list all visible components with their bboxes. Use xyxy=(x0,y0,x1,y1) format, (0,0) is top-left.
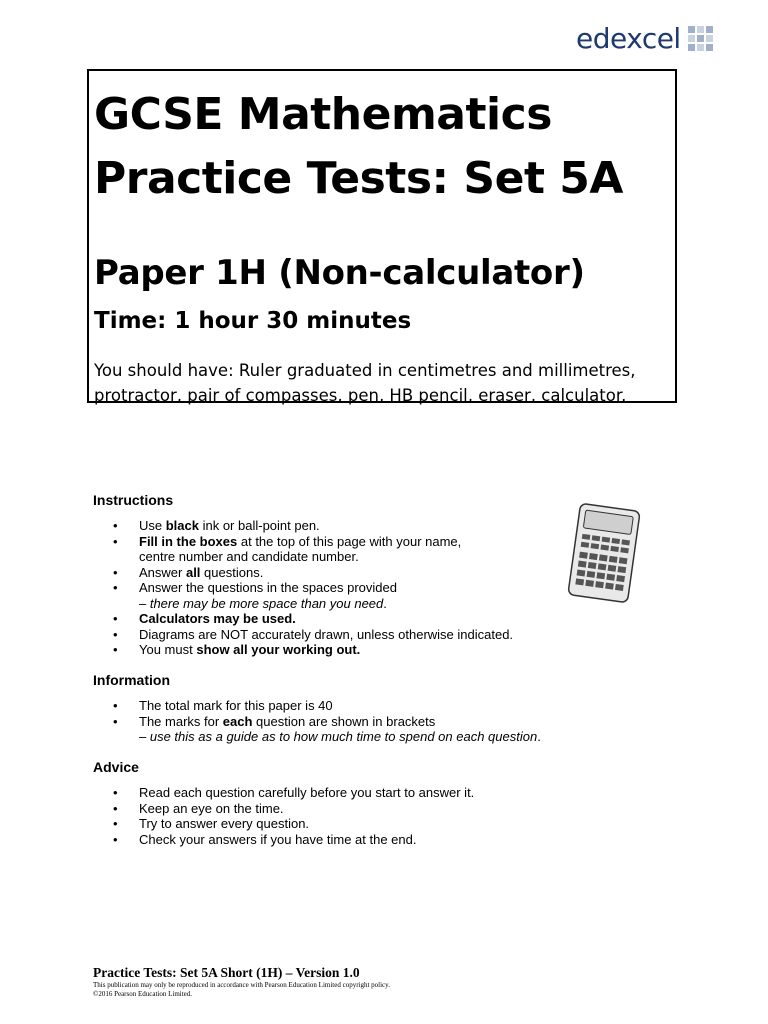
footer xyxy=(93,965,390,998)
list-item: • Use black ink or ball-point pen. xyxy=(113,518,320,533)
list-item: • Fill in the boxes at the top of this page with your name, xyxy=(113,533,462,549)
advice-list xyxy=(93,785,573,847)
instructions-list xyxy=(93,518,573,658)
list-item: • You must show all your working out. xyxy=(113,642,361,657)
paper-name: Paper 1H (Non-calculator) xyxy=(94,253,585,293)
instructions-heading: Instructions xyxy=(93,492,174,508)
list-item: • The total mark for this paper is 40 xyxy=(113,698,333,713)
list-item: • Calculators may be used. xyxy=(113,611,296,626)
requirements-line-1: You should have: Ruler graduated in centimetres and millimetres, xyxy=(94,361,636,380)
footer-title: Practice Tests: Set 5A Short (1H) – Version 1.0 xyxy=(93,965,360,980)
list-item: • Check your answers if you have time at the end. xyxy=(113,831,417,847)
list-item: • Diagrams are NOT accurately drawn, unless otherwise indicated. xyxy=(113,626,514,642)
cover-title-box xyxy=(87,69,677,403)
calculator-icon xyxy=(566,503,642,603)
information-heading: Information xyxy=(93,672,170,688)
copyright-line: This publication may only be reproduced in accordance with Pearson Education Limited copyright policy. xyxy=(93,981,390,989)
requirements-line-2: protractor, pair of compasses, pen, HB pencil, eraser, calculator. xyxy=(94,386,627,405)
edexcel-logo xyxy=(576,18,746,58)
advice-heading: Advice xyxy=(93,759,139,775)
list-item: • Keep an eye on the time. xyxy=(113,800,284,816)
list-item: • Try to answer every question. xyxy=(113,816,310,831)
advice-section xyxy=(93,759,573,847)
list-item-continuation: centre number and candidate number. xyxy=(139,549,359,564)
copyright-year: ©2016 Pearson Education Limited. xyxy=(93,989,193,998)
list-item: • Answer the questions in the spaces provided xyxy=(113,580,397,595)
list-item-continuation: – use this as a guide as to how much time to spend on each question. xyxy=(139,729,541,744)
title-line-1: GCSE Mathematics xyxy=(94,89,552,140)
brand-name: edexcel xyxy=(576,21,681,55)
list-item-continuation: – there may be more space than you need. xyxy=(139,595,387,611)
list-item: • Answer all questions. xyxy=(113,564,264,580)
information-list xyxy=(93,698,613,745)
title-line-2: Practice Tests: Set 5A xyxy=(94,153,623,204)
paper-title xyxy=(94,83,623,211)
information-section xyxy=(93,672,613,745)
logo-grid-icon xyxy=(688,26,713,51)
list-item: • Read each question carefully before you start to answer it. xyxy=(113,785,475,800)
equipment-requirements xyxy=(94,358,664,408)
list-item: • The marks for each question are shown in brackets xyxy=(113,713,436,729)
instructions-section xyxy=(93,492,573,658)
time-allowed: Time: 1 hour 30 minutes xyxy=(94,308,412,334)
